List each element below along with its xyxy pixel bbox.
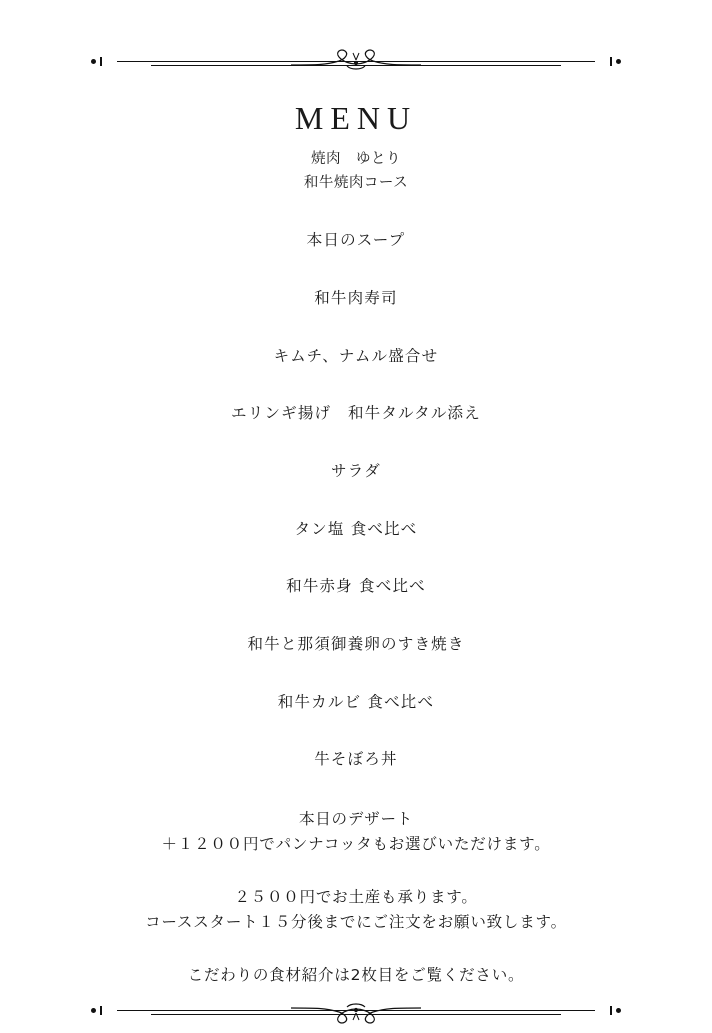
note-line: 本日のデザート (298, 810, 414, 829)
top-left-endcap-icon (91, 56, 125, 68)
bottom-left-endcap-icon (91, 1005, 125, 1017)
subtitle-line-2: 和牛焼肉コース (303, 175, 409, 192)
course-item: タン塩 食べ比べ (294, 519, 418, 538)
top-center-flourish-icon (281, 40, 431, 84)
top-right-endcap-icon (587, 56, 621, 68)
course-item: 和牛と那須御養卵のすき焼き (247, 634, 465, 653)
note-ingredients (0, 963, 712, 988)
subtitle-line-1: 焼肉 ゆとり (311, 151, 401, 168)
note-line: こだわりの食材紹介は2枚目をご覧ください。 (187, 966, 525, 985)
course-item: 和牛カルビ 食べ比べ (277, 692, 435, 711)
top-ornamental-divider (91, 40, 621, 84)
note-souvenir (0, 885, 712, 935)
menu-notes (0, 807, 712, 989)
note-dessert (0, 807, 712, 857)
note-line: コーススタート１５分後までにご注文をお願い致します。 (145, 913, 567, 932)
menu-subtitle (304, 148, 408, 196)
course-item: キムチ、ナムル盛合せ (273, 346, 439, 365)
bottom-center-flourish-icon (281, 989, 431, 1033)
course-item: 和牛赤身 食べ比べ (286, 577, 426, 596)
bottom-right-endcap-icon (587, 1005, 621, 1017)
note-line: ＋１２００円でパンナコッタもお選びいただけます。 (161, 835, 551, 854)
course-item: 牛そぼろ丼 (314, 750, 398, 769)
page-title: menu (294, 88, 418, 139)
bottom-ornamental-divider (91, 989, 621, 1033)
course-list (0, 200, 712, 807)
course-item: サラダ (331, 461, 381, 480)
note-line: ２５００円でお土産も承ります。 (234, 888, 478, 907)
course-item: 本日のスープ (306, 231, 406, 250)
course-item: エリンギ揚げ 和牛タルタル添え (231, 404, 481, 423)
course-item: 和牛肉寿司 (314, 288, 398, 307)
